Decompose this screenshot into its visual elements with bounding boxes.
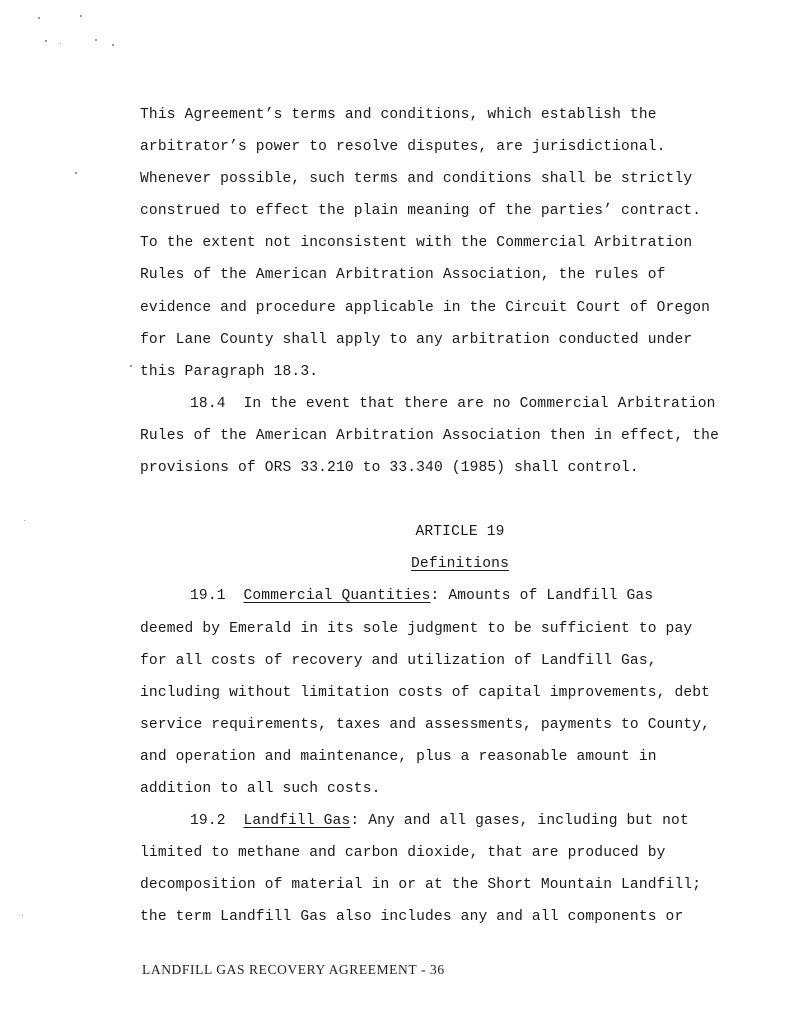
section-text: In the event that there are no Commercial Arbitration: [243, 395, 716, 412]
section-number: 18.4: [190, 395, 226, 412]
text-line: This Agreement’s terms and conditions, which establish the: [140, 107, 657, 123]
text-line: arbitrator’s power to resolve disputes, are jurisdictional.: [140, 139, 666, 156]
scan-speck: [112, 44, 114, 46]
agreement-body: [140, 99, 795, 933]
text-line: [140, 388, 795, 420]
article-heading: ARTICLE 19: [415, 524, 505, 541]
article-title: [140, 548, 780, 580]
text-line: [140, 580, 795, 612]
text-line: provisions of ORS 33.210 to 33.340 (1985) shall control.: [140, 460, 639, 477]
scan-speck: [130, 365, 132, 367]
blank-line: [140, 484, 795, 516]
scan-speck: [95, 39, 97, 41]
scan-speck: [22, 915, 23, 916]
text-line: construed to effect the plain meaning of the parties’ contract.: [140, 203, 702, 220]
definition-19-1: [140, 580, 795, 805]
text-line: [140, 805, 795, 837]
scan-speck: [24, 520, 25, 521]
paragraph-18-4: [140, 388, 795, 484]
paragraph-18-3-continuation: [140, 99, 795, 388]
text-line: addition to all such costs.: [140, 780, 381, 797]
text-line: To the extent not inconsistent with the Commercial Arbitration: [140, 235, 693, 252]
text-line: Whenever possible, such terms and conditions shall be strictly: [140, 171, 693, 188]
page-footer: LANDFILL GAS RECOVERY AGREEMENT - 36: [142, 962, 445, 977]
text-line: evidence and procedure applicable in the Circuit Court of Oregon: [140, 299, 711, 316]
section-number: 19.1: [190, 588, 226, 605]
text-line: decomposition of material in or at the Short Mountain Landfill;: [140, 877, 702, 894]
text-line: deemed by Emerald in its sole judgment to be sufficient to pay: [140, 620, 693, 637]
text-line: including without limitation costs of capital improvements, debt: [140, 684, 711, 701]
text-line: for Lane County shall apply to any arbitration conducted under: [140, 331, 693, 348]
scan-speck: [75, 172, 77, 174]
text-line: for all costs of recovery and utilization of Landfill Gas,: [140, 652, 657, 669]
text-line: Rules of the American Arbitration Association then in effect, the: [140, 427, 719, 444]
text-line: the term Landfill Gas also includes any and all components or: [140, 909, 684, 926]
section-text: : Amounts of Landfill Gas: [430, 588, 654, 605]
definition-19-2: [140, 805, 795, 933]
scan-speck: [38, 17, 40, 19]
text-line: service requirements, taxes and assessments, payments to County,: [140, 716, 711, 733]
article-title-text: Definitions: [411, 556, 509, 573]
scan-speck: [60, 43, 61, 44]
defined-term: Landfill Gas: [243, 813, 351, 830]
text-line: this Paragraph 18.3.: [140, 363, 319, 380]
section-number: 19.2: [190, 813, 226, 830]
scan-speck: [80, 15, 82, 17]
section-text: : Any and all gases, including but not: [350, 813, 689, 830]
text-line: and operation and maintenance, plus a reasonable amount in: [140, 748, 657, 765]
text-line: limited to methane and carbon dioxide, that are produced by: [140, 845, 666, 862]
scan-speck: [45, 40, 47, 42]
defined-term: Commercial Quantities: [243, 588, 431, 605]
text-line: Rules of the American Arbitration Association, the rules of: [140, 267, 666, 284]
